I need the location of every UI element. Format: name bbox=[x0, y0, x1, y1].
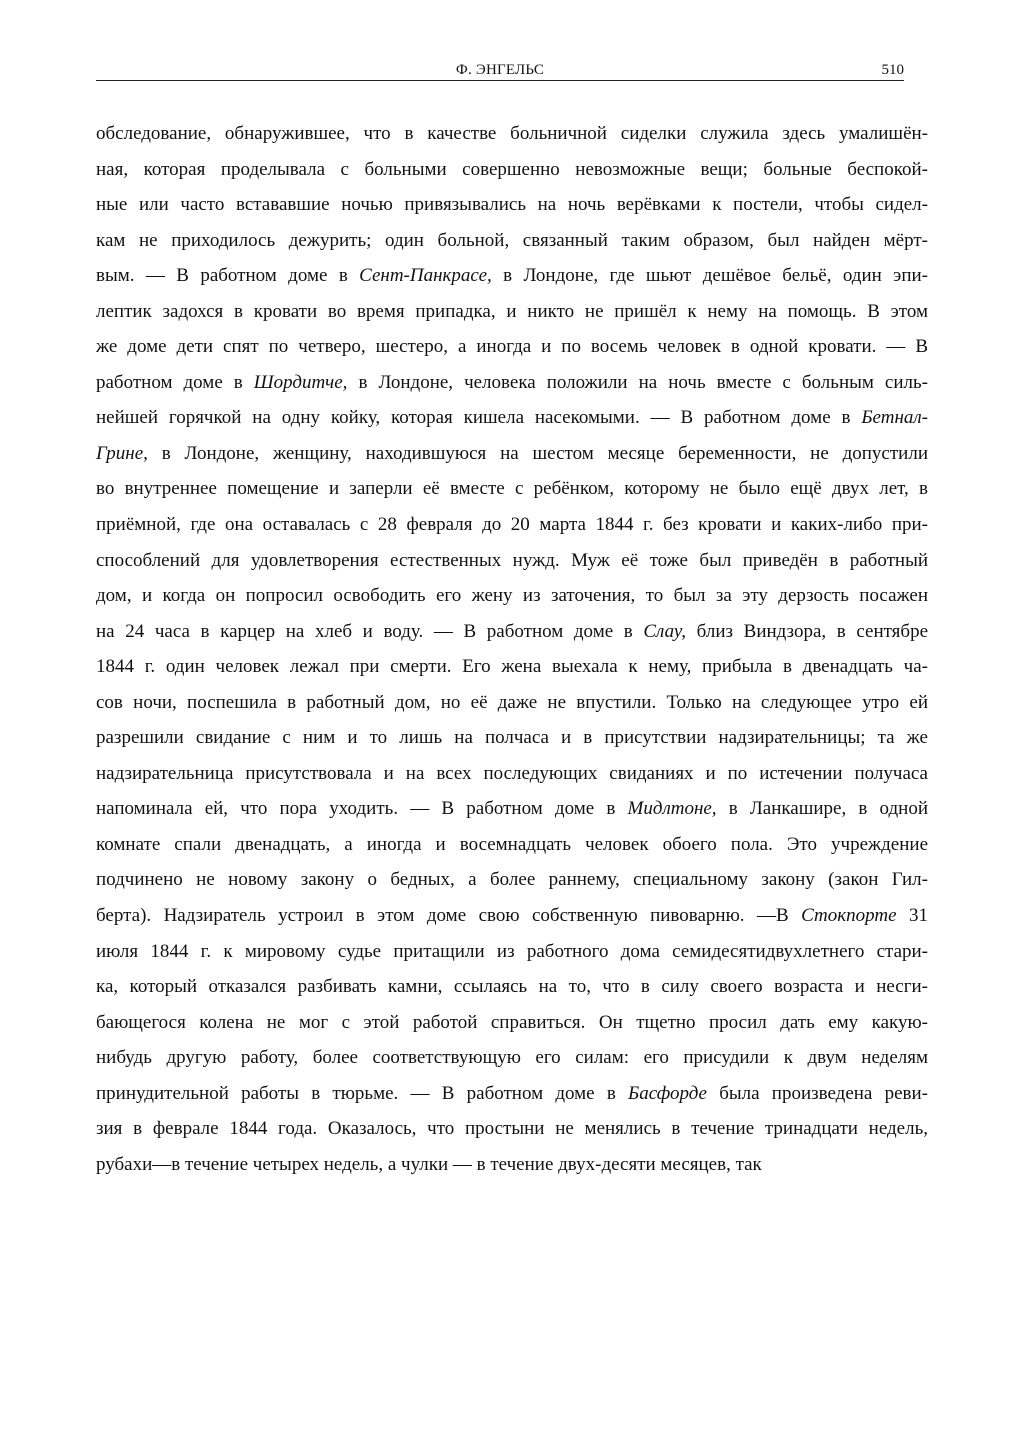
text-segment: в Лондоне, женщину, находившуюся на шестом месяце беременности, не допустили bbox=[147, 442, 928, 464]
text-line bbox=[96, 685, 928, 721]
text-segment: подчинено не новому закону о бедных, а более раннему, специальному закону (закон Гил- bbox=[96, 869, 928, 891]
text-line bbox=[96, 1040, 928, 1076]
italic-place-name: Слау, bbox=[643, 620, 687, 642]
text-line bbox=[96, 898, 928, 934]
text-line bbox=[96, 720, 928, 756]
text-line bbox=[96, 827, 928, 863]
running-header bbox=[96, 60, 904, 81]
italic-place-name: Мидлтоне, bbox=[627, 798, 717, 820]
text-line bbox=[96, 1076, 928, 1112]
text-line bbox=[96, 116, 928, 152]
text-line bbox=[96, 223, 928, 259]
text-line bbox=[96, 187, 928, 223]
text-segment: ные или часто встававшие ночью привязывались на ночь верёвками к постели, чтобы сидел- bbox=[96, 194, 928, 216]
text-line bbox=[96, 614, 928, 650]
text-segment: в Ланкашире, в одной bbox=[716, 798, 928, 820]
text-segment: ка, который отказался разбивать камни, ссылаясь на то, что в силу своего возраста и несги- bbox=[96, 976, 928, 998]
text-segment: комнате спали двенадцать, а иногда и восемнадцать человек обоего пола. Это учреждение bbox=[96, 833, 928, 855]
text-segment: была произведена реви- bbox=[706, 1082, 928, 1104]
text-segment: 1844 г. один человек лежал при смерти. Его жена выехала к нему, прибыла в двенадцать ча- bbox=[96, 656, 928, 678]
text-segment: способлений для удовлетворения естественных нужд. Муж её тоже был приведён в работный bbox=[96, 549, 928, 571]
text-segment: надзирательница присутствовала и на всех последующих свиданиях и по истечении получаса bbox=[96, 762, 928, 784]
text-segment: кам не приходилось дежурить; один больной, связанный таким образом, был найден мёрт- bbox=[96, 229, 928, 251]
text-line bbox=[96, 1111, 928, 1147]
text-segment: работном доме в bbox=[96, 371, 254, 393]
text-segment: дом, и когда он попросил освободить его жену из заточения, то был за эту дерзость посажен bbox=[96, 585, 928, 607]
text-segment: ная, которая проделывала с больными совершенно невозможные вещи; больные беспокой- bbox=[96, 158, 928, 180]
italic-place-name: Бетнал- bbox=[861, 407, 928, 429]
text-line bbox=[96, 934, 928, 970]
body-text bbox=[96, 116, 928, 1182]
text-segment: напоминала ей, что пора уходить. — В работном доме в bbox=[96, 798, 628, 820]
text-line bbox=[96, 400, 928, 436]
text-segment: июля 1844 г. к мировому судье притащили из работного дома семидесятидвухлетнего стари- bbox=[96, 940, 928, 962]
page-number: 510 bbox=[881, 62, 904, 78]
italic-place-name: Грине, bbox=[96, 442, 148, 464]
text-line bbox=[96, 649, 928, 685]
text-line bbox=[96, 1147, 928, 1183]
text-segment: бающегося колена не мог с этой работой справиться. Он тщетно просил дать ему какую- bbox=[96, 1011, 928, 1033]
text-line bbox=[96, 471, 928, 507]
text-segment: берта). Надзиратель устроил в этом доме свою собственную пивоварню. —В bbox=[96, 905, 802, 927]
text-line bbox=[96, 152, 928, 188]
text-segment: приёмной, где она оставалась с 28 февраля до 20 марта 1844 г. без кровати и каких-либо при- bbox=[96, 514, 928, 536]
text-segment: во внутреннее помещение и заперли её вместе с ребёнком, которому не было ещё двух лет, в bbox=[96, 478, 928, 500]
text-line bbox=[96, 578, 928, 614]
text-segment: в Лондоне, человека положили на ночь вместе с больным силь- bbox=[347, 371, 928, 393]
italic-place-name: Сент-Панкрасе, bbox=[359, 265, 492, 287]
text-line bbox=[96, 756, 928, 792]
text-segment: принудительной работы в тюрьме. — В работном доме в bbox=[96, 1082, 629, 1104]
text-segment: 31 bbox=[896, 905, 928, 927]
text-line bbox=[96, 294, 928, 330]
text-segment: же доме дети спят по четверо, шестеро, а иногда и по восемь человек в одной кровати. — В bbox=[96, 336, 928, 358]
text-line bbox=[96, 862, 928, 898]
text-segment: нейшей горячкой на одну койку, которая кишела насекомыми. — В работном доме в bbox=[96, 407, 862, 429]
text-line bbox=[96, 1005, 928, 1041]
italic-place-name: Басфорде bbox=[628, 1082, 707, 1104]
text-segment: обследование, обнаружившее, что в качестве больничной сиделки служила здесь умалишён- bbox=[96, 123, 928, 144]
text-line bbox=[96, 258, 928, 294]
text-segment: вым. — В работном доме в bbox=[96, 265, 360, 287]
text-segment: разрешили свидание с ним и то лишь на полчаса и в присутствии надзирательницы; та же bbox=[96, 727, 928, 749]
text-line bbox=[96, 507, 928, 543]
text-line bbox=[96, 329, 928, 365]
italic-place-name: Шордитче, bbox=[253, 371, 348, 393]
text-line bbox=[96, 365, 928, 401]
header-author: Ф. ЭНГЕЛЬС bbox=[455, 62, 545, 78]
text-segment: близ Виндзора, в сентябре bbox=[686, 620, 929, 642]
text-segment: лептик задохся в кровати во время припадка, и никто не пришёл к нему на помощь. В этом bbox=[96, 300, 928, 322]
text-segment: на 24 часа в карцер на хлеб и воду. — В работном доме в bbox=[96, 620, 644, 642]
text-segment: в Лондоне, где шьют дешёвое бельё, один эпи- bbox=[491, 265, 928, 287]
text-segment: сов ночи, поспешила в работный дом, но её даже не впустили. Только на следующее утро ей bbox=[96, 691, 928, 713]
italic-place-name: Стокпорте bbox=[801, 905, 897, 927]
text-line bbox=[96, 791, 928, 827]
text-line bbox=[96, 436, 928, 472]
text-segment: рубахи—в течение четырех недель, а чулки — в течение двух-десяти месяцев, так bbox=[96, 1153, 762, 1175]
text-segment: нибудь другую работу, более соответствующую его силам: его присудили к двум неделям bbox=[96, 1047, 928, 1069]
text-line bbox=[96, 543, 928, 579]
text-segment: зия в феврале 1844 года. Оказалось, что простыни не менялись в течение тринадцати недель, bbox=[96, 1118, 928, 1140]
text-line bbox=[96, 969, 928, 1005]
